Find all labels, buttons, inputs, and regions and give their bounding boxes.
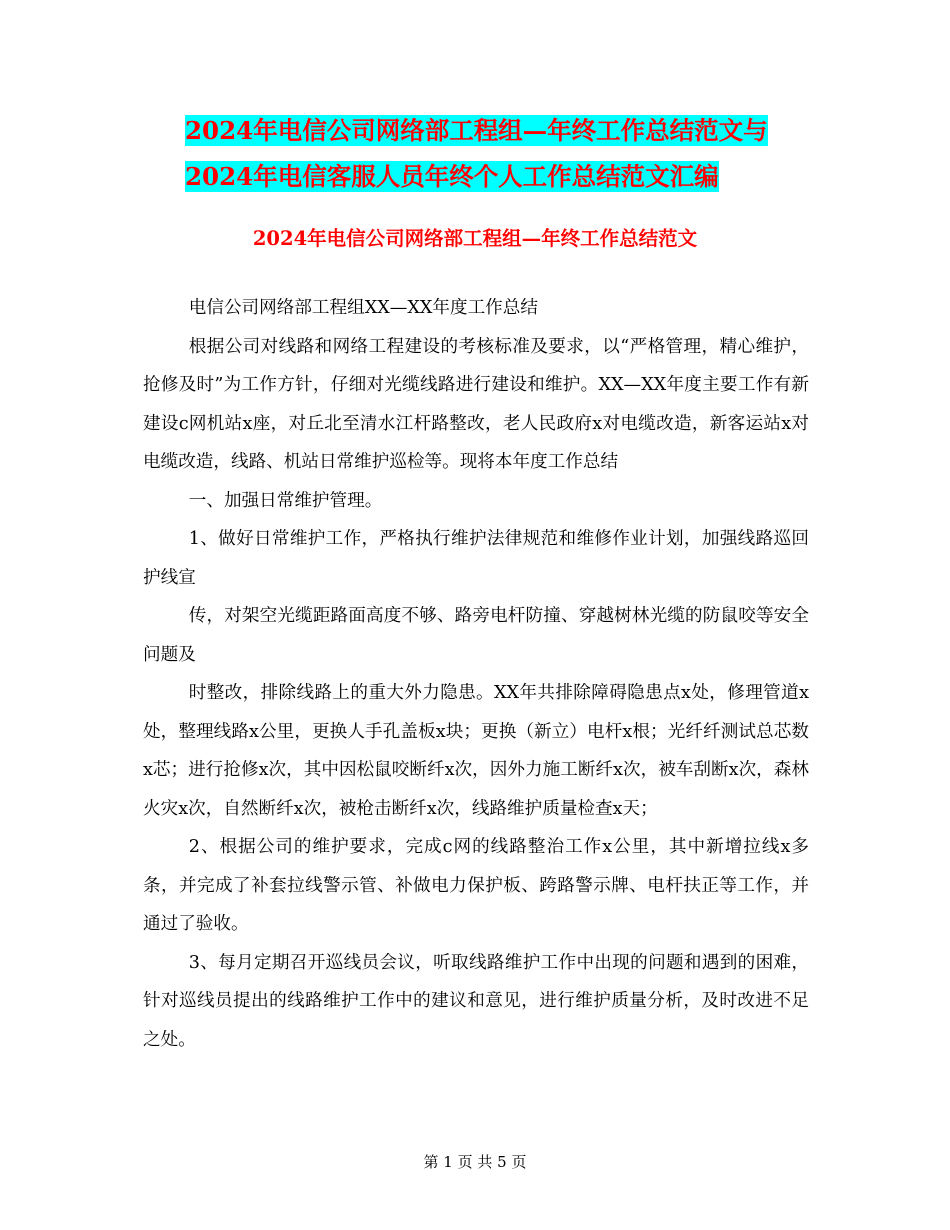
paragraph: 根据公司对线路和网络工程建设的考核标准及要求，以“严格管理，精心维护，抢修及时”为工作方针，仔细对光缆线路进行建设和维护。XX—XX年度主要工作有新建设c网机站x座，对丘北至清水江杆路整改，老人民政府x对电缆改造，新客运站x对电缆改造，线路、机站日常维护巡检等。现将本年度工作总结 xyxy=(143,336,809,472)
document-title-line-1: 2024年电信公司网络部工程组—年终工作总结范文与 xyxy=(185,116,768,145)
paragraph: 1、做好日常维护工作，严格执行维护法律规范和维修作业计划，加强线路巡回护线宣 xyxy=(143,529,809,588)
document-body xyxy=(143,289,809,1059)
page-footer: 第 1 页 共 5 页 xyxy=(423,1153,527,1171)
paragraph: 2、根据公司的维护要求，完成c网的线路整治工作x公里，其中新增拉线x多条，并完成了补套拉线警示管、补做电力保护板、跨路警示牌、电杆扶正等工作，并通过了验收。 xyxy=(143,837,809,934)
document-title-line-2: 2024年电信客服人员年终个人工作总结范文汇编 xyxy=(185,162,719,191)
paragraph: 3、每月定期召开巡线员会议，听取线路维护工作中出现的问题和遇到的困难，针对巡线员提出的线路维护工作中的建议和意见，进行维护质量分析，及时改进不足之处。 xyxy=(143,952,809,1050)
document-title xyxy=(185,108,825,200)
paragraph: 时整改，排除线路上的重大外力隐患。XX年共排除障碍隐患点x处，修理管道x处，整理线路x公里，更换人手孔盖板x块；更换（新立）电杆x根；光纤纤测试总芯数x芯；进行抢修x次，其中因松鼠咬断纤x次，因外力施工断纤x次，被车刮断x次，森林火灾x次，自然断纤x次，被枪击断纤x次，线路维护质量检查x天； xyxy=(143,683,809,819)
paragraph: 电信公司网络部工程组XX—XX年度工作总结 xyxy=(188,298,538,318)
section-title: 2024年电信公司网络部工程组—年终工作总结范文 xyxy=(252,227,698,250)
paragraph: 传，对架空光缆距路面高度不够、路旁电杆防撞、穿越树林光缆的防鼠咬等安全问题及 xyxy=(143,606,809,665)
paragraph: 一、加强日常维护管理。 xyxy=(188,490,383,511)
